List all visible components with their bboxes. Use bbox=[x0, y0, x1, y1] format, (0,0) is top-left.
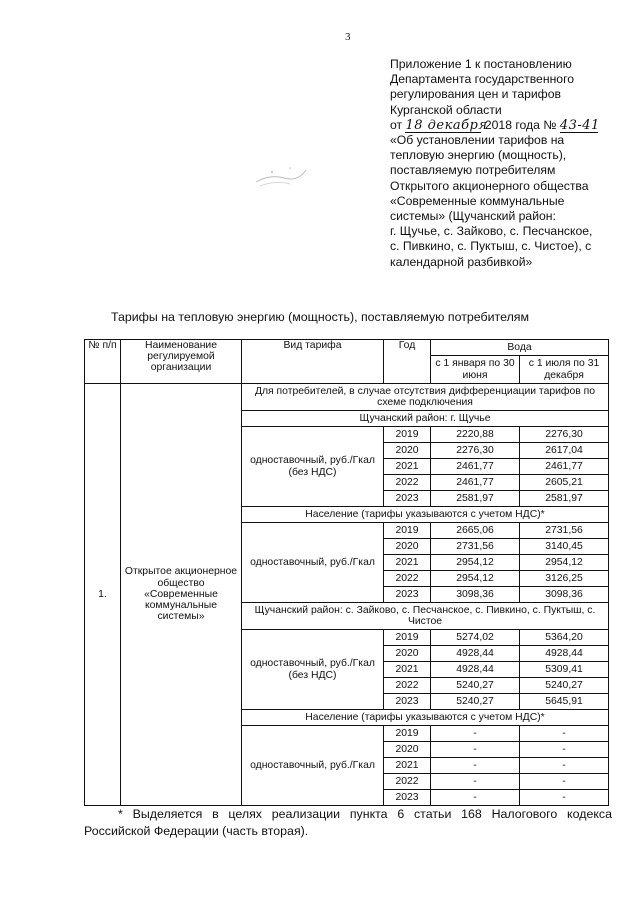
tariff-value-h1: - bbox=[431, 790, 520, 806]
header-period-1: с 1 января по 30 июня bbox=[431, 356, 520, 384]
tariff-value-h1: 2665,06 bbox=[431, 523, 520, 539]
appendix-line: г. Щучье, с. Зайково, с. Песчанское, bbox=[390, 224, 593, 239]
tariff-value-h1: 2220,88 bbox=[431, 427, 520, 443]
general-note: Для потребителей, в случае отсутствия дифференциации тарифов по схеме подключения bbox=[242, 384, 609, 411]
appendix-line: системы» (Щучанский район: bbox=[390, 209, 556, 224]
year-cell: 2021 bbox=[384, 662, 431, 678]
tariff-value-h1: 5274,02 bbox=[431, 630, 520, 646]
year-cell: 2020 bbox=[384, 443, 431, 459]
tariff-value-h2: 2276,30 bbox=[520, 427, 609, 443]
year-cell: 2021 bbox=[384, 459, 431, 475]
year-cell: 2023 bbox=[384, 694, 431, 710]
tariff-type-cell: одноставочный, руб./Гкал bbox=[242, 726, 384, 806]
year-cell: 2022 bbox=[384, 571, 431, 587]
page-number: 3 bbox=[345, 31, 351, 43]
tariff-value-h2: 3140,45 bbox=[520, 539, 609, 555]
year-cell: 2022 bbox=[384, 774, 431, 790]
tariff-value-h1: - bbox=[431, 774, 520, 790]
tariff-value-h2: 3126,25 bbox=[520, 571, 609, 587]
year-cell: 2021 bbox=[384, 555, 431, 571]
table-title: Тарифы на тепловую энергию (мощность), поставляемую потребителям bbox=[110, 310, 530, 324]
population-subheader: Население (тарифы указываются с учетом НДС)* bbox=[242, 507, 609, 523]
population-subheader: Население (тарифы указываются с учетом НДС)* bbox=[242, 710, 609, 726]
tariff-value-h2: 5309,41 bbox=[520, 662, 609, 678]
tariff-value-h1: 4928,44 bbox=[431, 662, 520, 678]
appendix-line: «Об установлении тарифов на bbox=[390, 133, 565, 148]
footnote: * Выделяется в целях реализации пункта 6 статьи 168 Налогового кодекса Российской Федерации (часть вторая). bbox=[84, 807, 612, 838]
header-row bbox=[85, 340, 609, 356]
tariff-type-cell: одноставочный, руб./Гкал (без НДС) bbox=[242, 427, 384, 507]
appendix-line: календарной разбивкой» bbox=[390, 254, 533, 269]
tariff-value-h1: - bbox=[431, 726, 520, 742]
year-cell: 2023 bbox=[384, 491, 431, 507]
tariff-value-h1: 2731,56 bbox=[431, 539, 520, 555]
appendix-line: с. Пивкино, с. Пуктыш, с. Чистое), с bbox=[390, 239, 592, 254]
tariff-value-h2: - bbox=[520, 774, 609, 790]
year-cell: 2023 bbox=[384, 790, 431, 806]
tariff-value-h1: 2954,12 bbox=[431, 555, 520, 571]
header-period-2: с 1 июля по 31 декабря bbox=[520, 356, 609, 384]
tariff-value-h2: - bbox=[520, 790, 609, 806]
header-organization: Наименование регулируемой организации bbox=[121, 340, 242, 384]
appendix-line: Открытого акционерного общества bbox=[390, 178, 589, 193]
year-cell: 2022 bbox=[384, 678, 431, 694]
tariff-value-h1: - bbox=[431, 758, 520, 774]
area-header: Щучанский район: с. Зайково, с. Песчанское, с. Пивкино, с. Пуктыш, с. Чистое bbox=[242, 603, 609, 630]
tariff-value-h1: 2954,12 bbox=[431, 571, 520, 587]
tariff-value-h2: 2581,97 bbox=[520, 491, 609, 507]
tariff-table bbox=[84, 339, 609, 806]
tariff-value-h2: - bbox=[520, 758, 609, 774]
handwritten-date: 18 декабря bbox=[405, 117, 488, 133]
year-cell: 2020 bbox=[384, 539, 431, 555]
year-cell: 2019 bbox=[384, 630, 431, 646]
tariff-type-cell: одноставочный, руб./Гкал (без НДС) bbox=[242, 630, 384, 710]
appendix-line: поставляемую потребителям bbox=[390, 163, 556, 178]
appendix-block bbox=[390, 57, 626, 270]
tariff-value-h1: 5240,27 bbox=[431, 678, 520, 694]
tariff-value-h1: 2581,97 bbox=[431, 491, 520, 507]
tariff-value-h1: 4928,44 bbox=[431, 646, 520, 662]
year-cell: 2022 bbox=[384, 475, 431, 491]
tariff-value-h1: 2461,77 bbox=[431, 459, 520, 475]
organization-name: Открытое акционерное общество «Современные коммунальные системы» bbox=[121, 384, 242, 806]
row-number: 1. bbox=[85, 384, 121, 806]
tariff-value-h2: 5364,20 bbox=[520, 630, 609, 646]
tariff-value-h1: 2461,77 bbox=[431, 475, 520, 491]
appendix-line: Курганской области bbox=[390, 102, 502, 117]
tariff-value-h2: 2731,56 bbox=[520, 523, 609, 539]
appendix-line: тепловую энергию (мощность), bbox=[390, 148, 567, 163]
header-water: Вода bbox=[431, 340, 609, 356]
year-cell: 2020 bbox=[384, 742, 431, 758]
header-tariff-type: Вид тарифа bbox=[242, 340, 384, 384]
tariff-value-h2: 3098,36 bbox=[520, 587, 609, 603]
handwritten-number: 43-41 bbox=[559, 117, 600, 133]
year-cell: 2020 bbox=[384, 646, 431, 662]
tariff-value-h2: 2617,04 bbox=[520, 443, 609, 459]
header-num: № п/п bbox=[85, 340, 121, 384]
year-cell: 2019 bbox=[384, 427, 431, 443]
tariff-value-h1: - bbox=[431, 742, 520, 758]
appendix-line: Приложение 1 к постановлению bbox=[390, 57, 572, 71]
tariff-value-h1: 5240,27 bbox=[431, 694, 520, 710]
tariff-value-h2: 5240,27 bbox=[520, 678, 609, 694]
appendix-line: «Современные коммунальные bbox=[390, 193, 565, 208]
year-cell: 2023 bbox=[384, 587, 431, 603]
tariff-value-h2: 5645,91 bbox=[520, 694, 609, 710]
header-year: Год bbox=[384, 340, 431, 384]
tariff-value-h2: 2605,21 bbox=[520, 475, 609, 491]
year-cell: 2019 bbox=[384, 726, 431, 742]
appendix-line: Департамента государственного bbox=[390, 72, 575, 87]
tariff-value-h2: - bbox=[520, 742, 609, 758]
tariff-type-cell: одноставочный, руб./Гкал bbox=[242, 523, 384, 603]
tariff-value-h2: 4928,44 bbox=[520, 646, 609, 662]
faint-stamp-mark bbox=[250, 160, 310, 190]
appendix-date-line bbox=[390, 118, 626, 133]
tariff-value-h1: 2276,30 bbox=[431, 443, 520, 459]
tariff-value-h1: 3098,36 bbox=[431, 587, 520, 603]
date-suffix: 2018 года № bbox=[484, 117, 557, 132]
tariff-value-h2: 2461,77 bbox=[520, 459, 609, 475]
appendix-line: регулирования цен и тарифов bbox=[390, 87, 561, 102]
area-header: Щучанский район: г. Щучье bbox=[242, 411, 609, 427]
tariff-value-h2: 2954,12 bbox=[520, 555, 609, 571]
year-cell: 2021 bbox=[384, 758, 431, 774]
tariff-value-h2: - bbox=[520, 726, 609, 742]
date-prefix: от bbox=[390, 117, 403, 132]
year-cell: 2019 bbox=[384, 523, 431, 539]
general-note-row bbox=[85, 384, 609, 411]
